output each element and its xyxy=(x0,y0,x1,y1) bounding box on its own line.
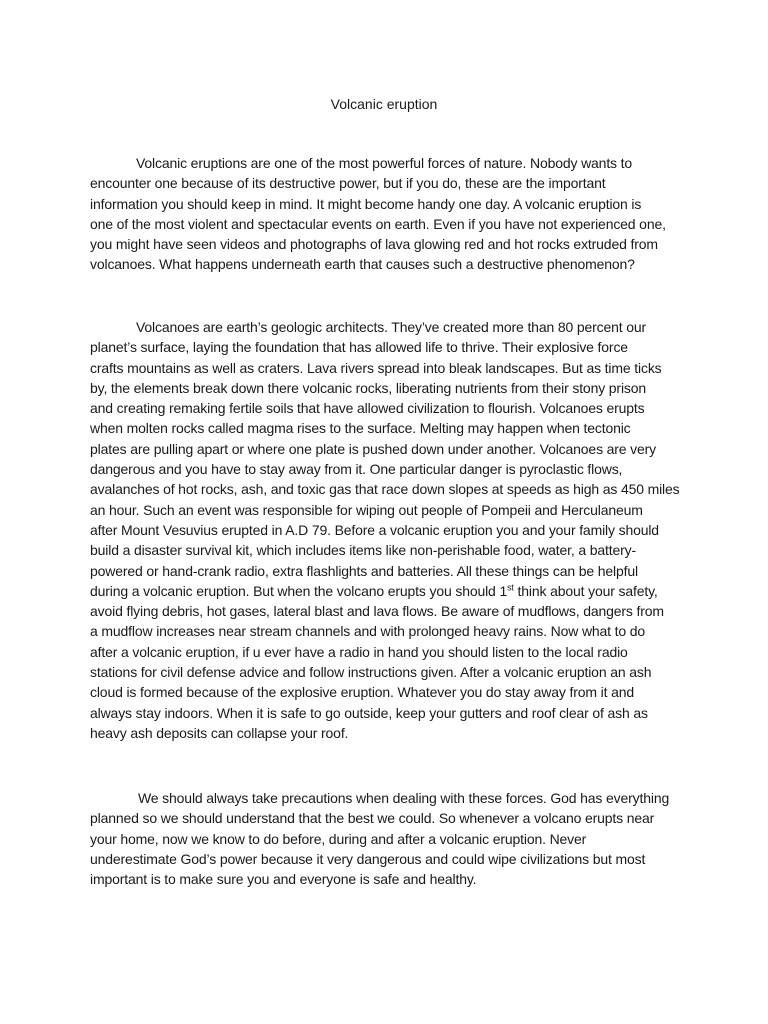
paragraph-line: dangerous and you have to stay away from it. One particular danger is pyroclastic flows, xyxy=(90,461,623,478)
paragraph-line: planet’s surface, laying the foundation that has allowed life to thrive. Their explosive force xyxy=(90,339,628,356)
paragraph-line: plates are pulling apart or where one plate is pushed down under another. Volcanoes are very xyxy=(90,440,657,457)
paragraph-line: underestimate God’s power because it very dangerous and could wipe civilizations but most xyxy=(90,850,646,867)
paragraph-line: crafts mountains as well as craters. Lava rivers spread into bleak landscapes. But as time ticks xyxy=(90,359,662,376)
paragraph-line: powered or hand-crank radio, extra flashlights and batteries. All these things can be helpful xyxy=(90,562,638,579)
paragraph-line: cloud is formed because of the explosive eruption. Whatever you do stay away from it and xyxy=(90,684,634,701)
paragraph-line: encounter one because of its destructive power, but if you do, these are the important xyxy=(90,175,606,192)
paragraph-line-ordinal xyxy=(90,581,680,601)
paragraph-line: always stay indoors. When it is safe to go outside, keep your gutters and roof clear of ash as xyxy=(90,704,648,721)
superscript-ordinal: st xyxy=(507,582,514,593)
paragraph-body xyxy=(90,317,680,743)
paragraph-line: by, the elements break down there volcanic rocks, liberating nutrients from their stony prison xyxy=(90,379,647,396)
paragraph-conclusion xyxy=(90,788,680,889)
paragraph-line: We should always take precautions when dealing with these forces. God has everything xyxy=(138,790,670,806)
paragraph-line: an hour. Such an event was responsible for wiping out people of Pompeii and Herculaneum xyxy=(90,501,643,518)
paragraph-line: when molten rocks called magma rises to the surface. Melting may happen when tectonic xyxy=(90,420,631,437)
paragraph-line: avoid flying debris, hot gases, lateral blast and lava flows. Be aware of mudflows, dangers from xyxy=(90,603,664,620)
paragraph-line: avalanches of hot rocks, ash, and toxic gas that race down slopes at speeds as high as 450 miles xyxy=(90,481,680,498)
text-fragment: during a volcanic eruption. But when the volcano erupts you should 1 xyxy=(90,582,508,599)
paragraph-intro xyxy=(90,153,680,275)
paragraph-line: Volcanoes are earth’s geologic architects. They’ve created more than 80 percent our xyxy=(136,319,647,335)
paragraph-line: you might have seen videos and photographs of lava glowing red and hot rocks extruded from xyxy=(90,236,658,253)
paragraph-line: Volcanic eruptions are one of the most powerful forces of nature. Nobody wants to xyxy=(136,155,633,171)
paragraph-line: stations for civil defense advice and follow instructions given. After a volcanic eruption an ash xyxy=(90,664,652,681)
paragraph-line: important is to make sure you and everyone is safe and healthy. xyxy=(90,871,477,888)
text-fragment: think about your safety, xyxy=(513,582,658,599)
paragraph-line: information you should keep in mind. It might become handy one day. A volcanic eruption is xyxy=(90,195,642,212)
paragraph-line: your home, now we know to do before, during and after a volcanic eruption. Never xyxy=(90,830,587,847)
paragraph-line: one of the most violent and spectacular events on earth. Even if you have not experienced one, xyxy=(90,215,666,232)
paragraph-line: volcanoes. What happens underneath earth that causes such a destructive phenomenon? xyxy=(90,256,635,273)
paragraph-line: a mudflow increases near stream channels and with prolonged heavy rains. Now what to do xyxy=(90,623,646,640)
document-title: Volcanic eruption xyxy=(330,96,438,112)
paragraph-line: after a volcanic eruption, if u ever have a radio in hand you should listen to the local radio xyxy=(90,643,628,660)
paragraph-line: planned so we should understand that the best we could. So whenever a volcano erupts near xyxy=(90,810,655,827)
paragraph-line: and creating remaking fertile soils that have allowed civilization to flourish. Volcanoes erupts xyxy=(90,400,645,417)
paragraph-line: heavy ash deposits can collapse your roof. xyxy=(90,724,349,741)
paragraph-line: after Mount Vesuvius erupted in A.D 79. Before a volcanic eruption you and your family should xyxy=(90,521,659,538)
paragraph-line: build a disaster survival kit, which includes items like non-perishable food, water, a battery- xyxy=(90,542,637,559)
